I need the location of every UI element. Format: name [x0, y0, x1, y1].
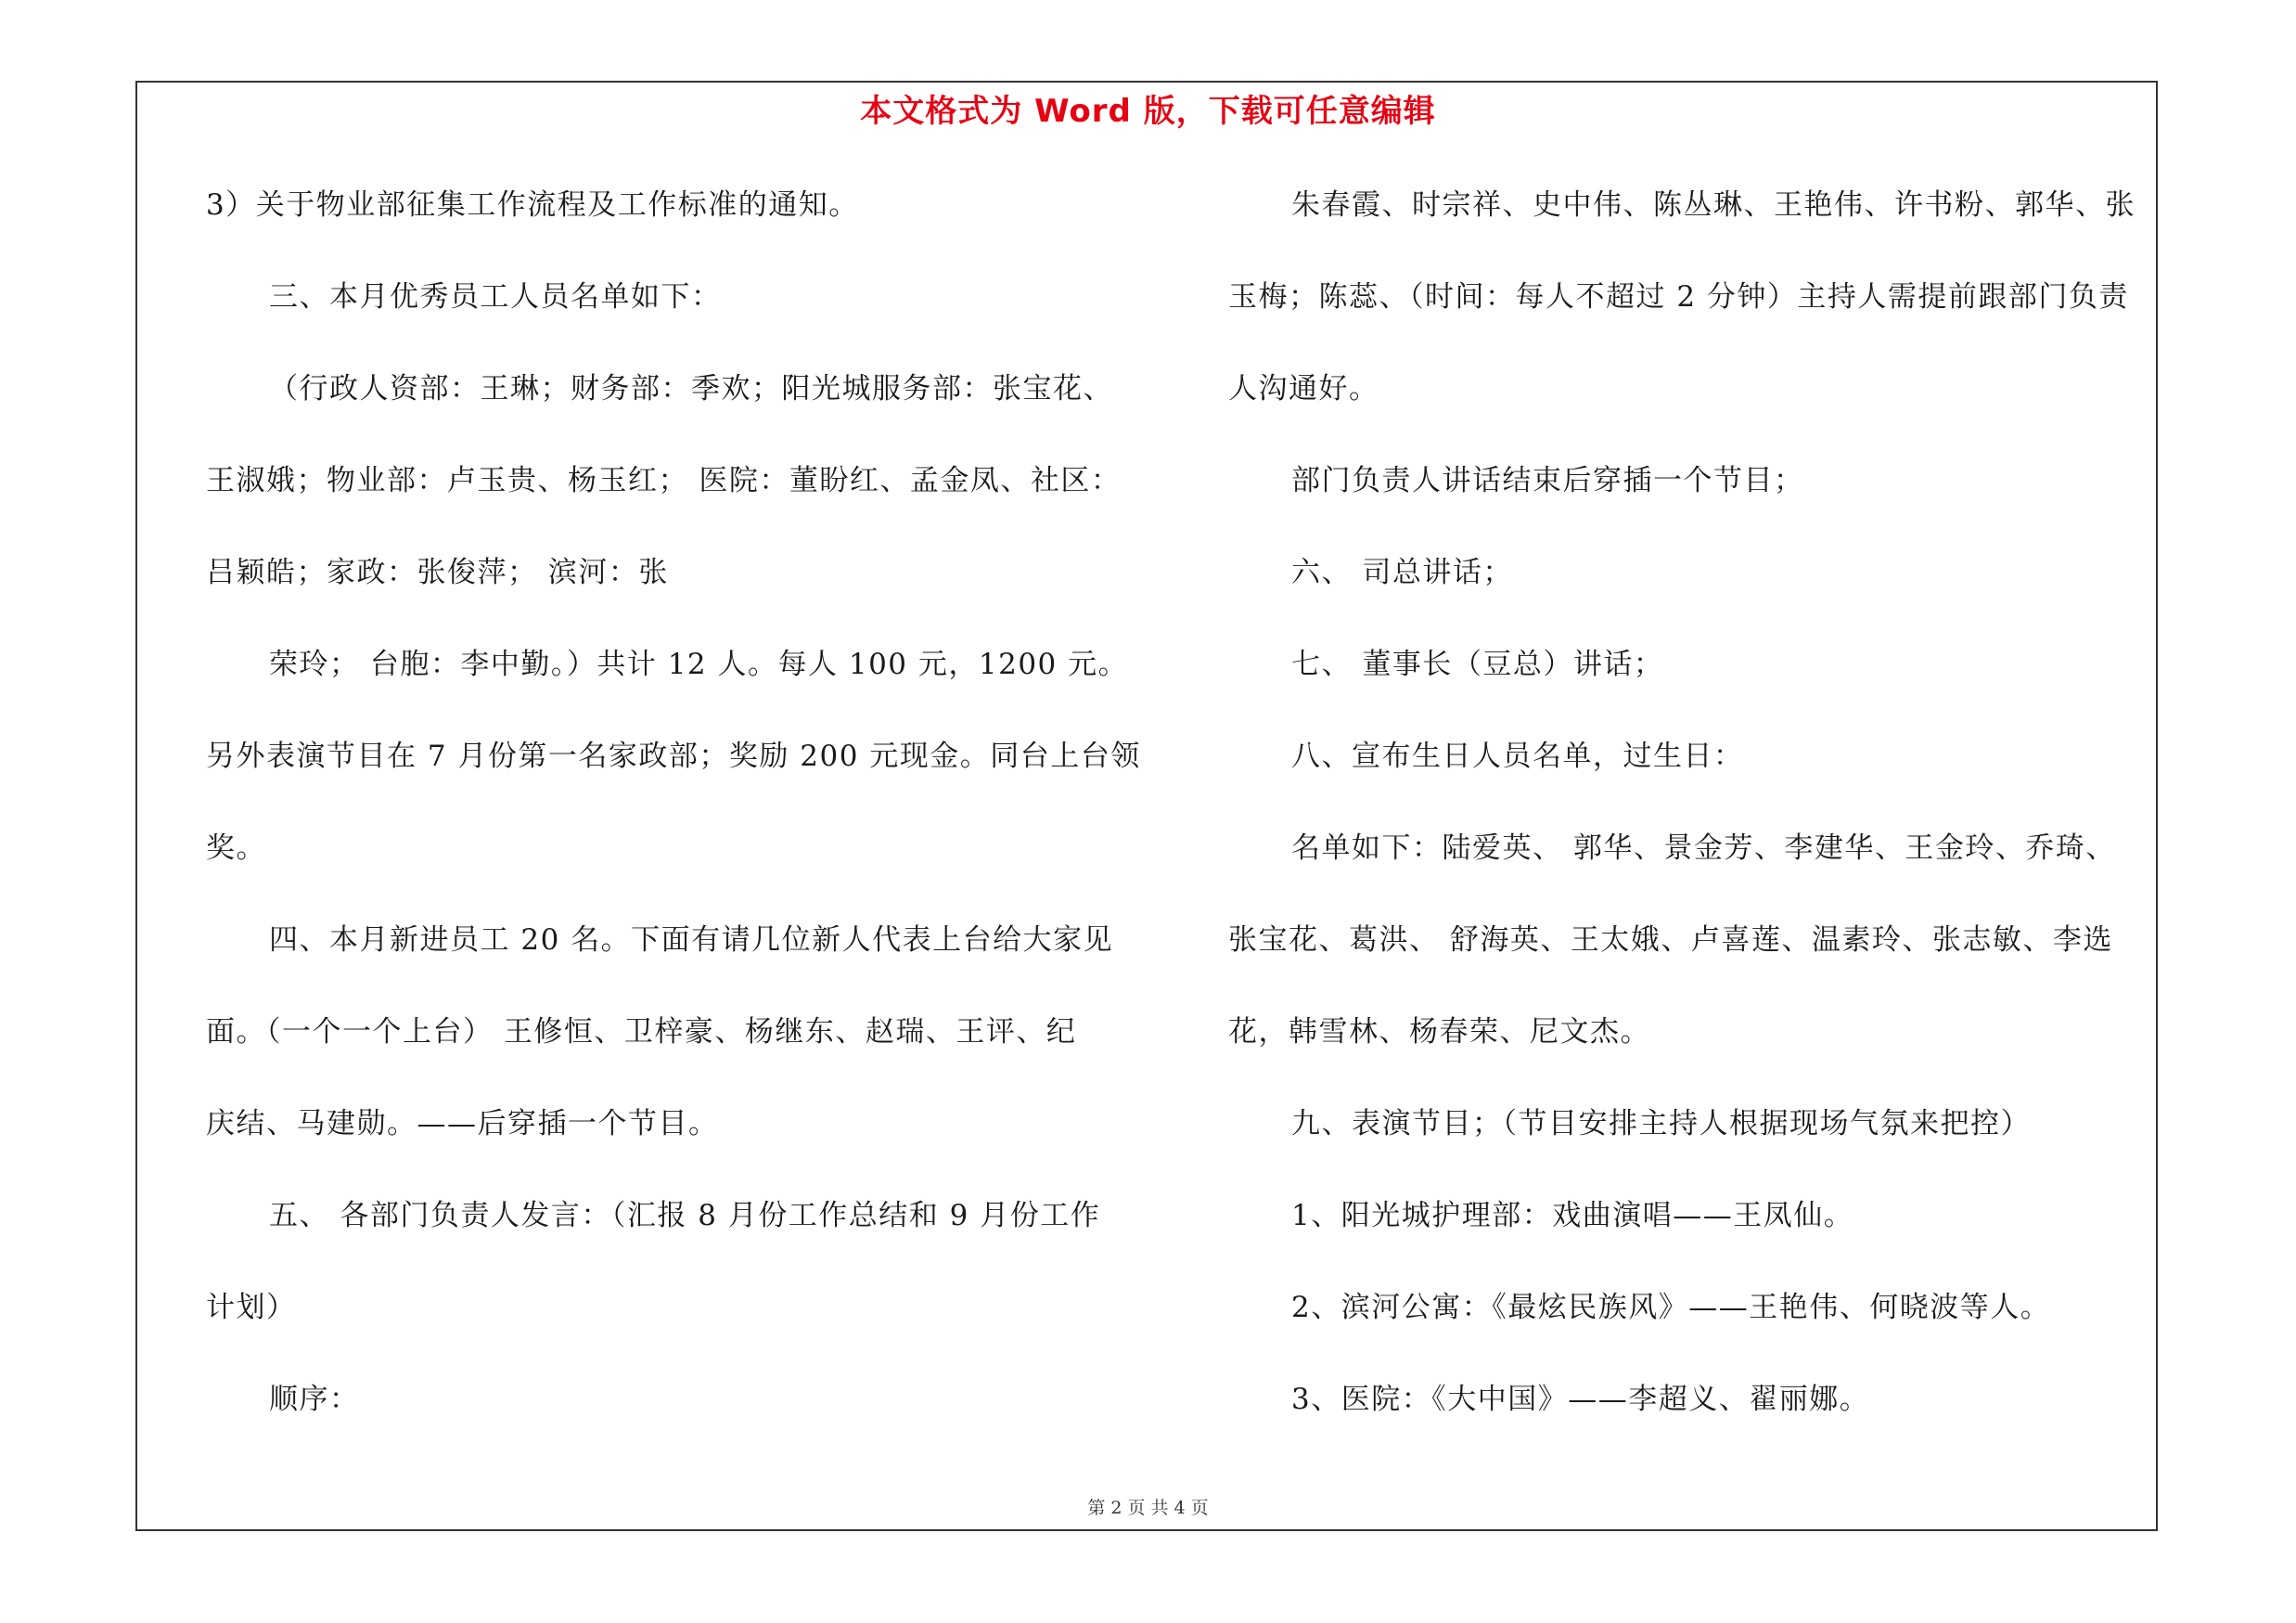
paragraph-line: 3、医院：《大中国》——李超义、翟丽娜。 — [1291, 1383, 1870, 1416]
paragraph-line: 九、表演节目；（节目安排主持人根据现场气氛来把控） — [1291, 1107, 2031, 1140]
paragraph-line: 吕颖皓；家政：张俊萍； 滨河：张 — [206, 556, 669, 589]
paragraph-line: 王淑娥；物业部：卢玉贵、杨玉红； 医院：董盼红、孟金凤、社区： — [206, 464, 1122, 497]
paragraph-line: 玉梅；陈蕊、（时间：每人不超过 2 分钟）主持人需提前跟部门负责 — [1228, 280, 2129, 314]
paragraph-line: 荣玲； 台胞：李中勤。）共计 12 人。每人 100 元，1200 元。 — [269, 648, 1129, 681]
paragraph-line: 名单如下：陆爱英、 郭华、景金芳、李建华、王金玲、乔琦、 — [1291, 831, 2116, 865]
paragraph-line: 2、滨河公寓：《最炫民族风》——王艳伟、何晓波等人。 — [1291, 1291, 2051, 1324]
format-banner: 本文格式为 Word 版，下载可任意编辑 — [860, 93, 1436, 130]
paragraph-line: 计划） — [206, 1291, 297, 1324]
paragraph-line: 3）关于物业部征集工作流程及工作标准的通知。 — [206, 188, 859, 222]
paragraph-line: 五、 各部门负责人发言：（汇报 8 月份工作总结和 9 月份工作 — [269, 1199, 1101, 1232]
paragraph-line: 七、 董事长（豆总）讲话； — [1291, 648, 1664, 681]
paragraph-line: 三、本月优秀员工人员名单如下： — [269, 280, 722, 314]
paragraph-line: 张宝花、葛洪、 舒海英、王太娥、卢喜莲、温素玲、张志敏、李选 — [1228, 923, 2113, 957]
paragraph-line: （行政人资部：王琳；财务部：季欢；阳光城服务部：张宝花、 — [269, 372, 1113, 406]
paragraph-line: 部门负责人讲话结束后穿插一个节目； — [1291, 464, 1804, 497]
paragraph-line: 八、宣布生日人员名单，过生日： — [1291, 740, 1744, 773]
paragraph-line: 1、阳光城护理部：戏曲演唱——王凤仙。 — [1291, 1199, 1854, 1232]
page-number: 第 2 页 共 4 页 — [1087, 1498, 1209, 1518]
paragraph-line: 四、本月新进员工 20 名。下面有请几位新人代表上台给大家见 — [269, 923, 1114, 957]
paragraph-line: 花，韩雪林、杨春荣、尼文杰。 — [1228, 1015, 1650, 1049]
paragraph-line: 六、 司总讲话； — [1291, 556, 1513, 589]
paragraph-line: 朱春霞、时宗祥、史中伟、陈丛琳、王艳伟、许书粉、郭华、张 — [1291, 188, 2136, 222]
paragraph-line: 面。（一个一个上台） 王修恒、卫梓豪、杨继东、赵瑞、王评、纪 — [206, 1015, 1077, 1049]
paragraph-line: 另外表演节目在 7 月份第一名家政部；奖励 200 元现金。同台上台领 — [206, 740, 1141, 773]
paragraph-line: 顺序： — [269, 1383, 360, 1416]
paragraph-line: 庆结、马建勋。——后穿插一个节目。 — [206, 1107, 719, 1140]
paragraph-line: 奖。 — [206, 831, 266, 865]
paragraph-line: 人沟通好。 — [1228, 372, 1379, 406]
